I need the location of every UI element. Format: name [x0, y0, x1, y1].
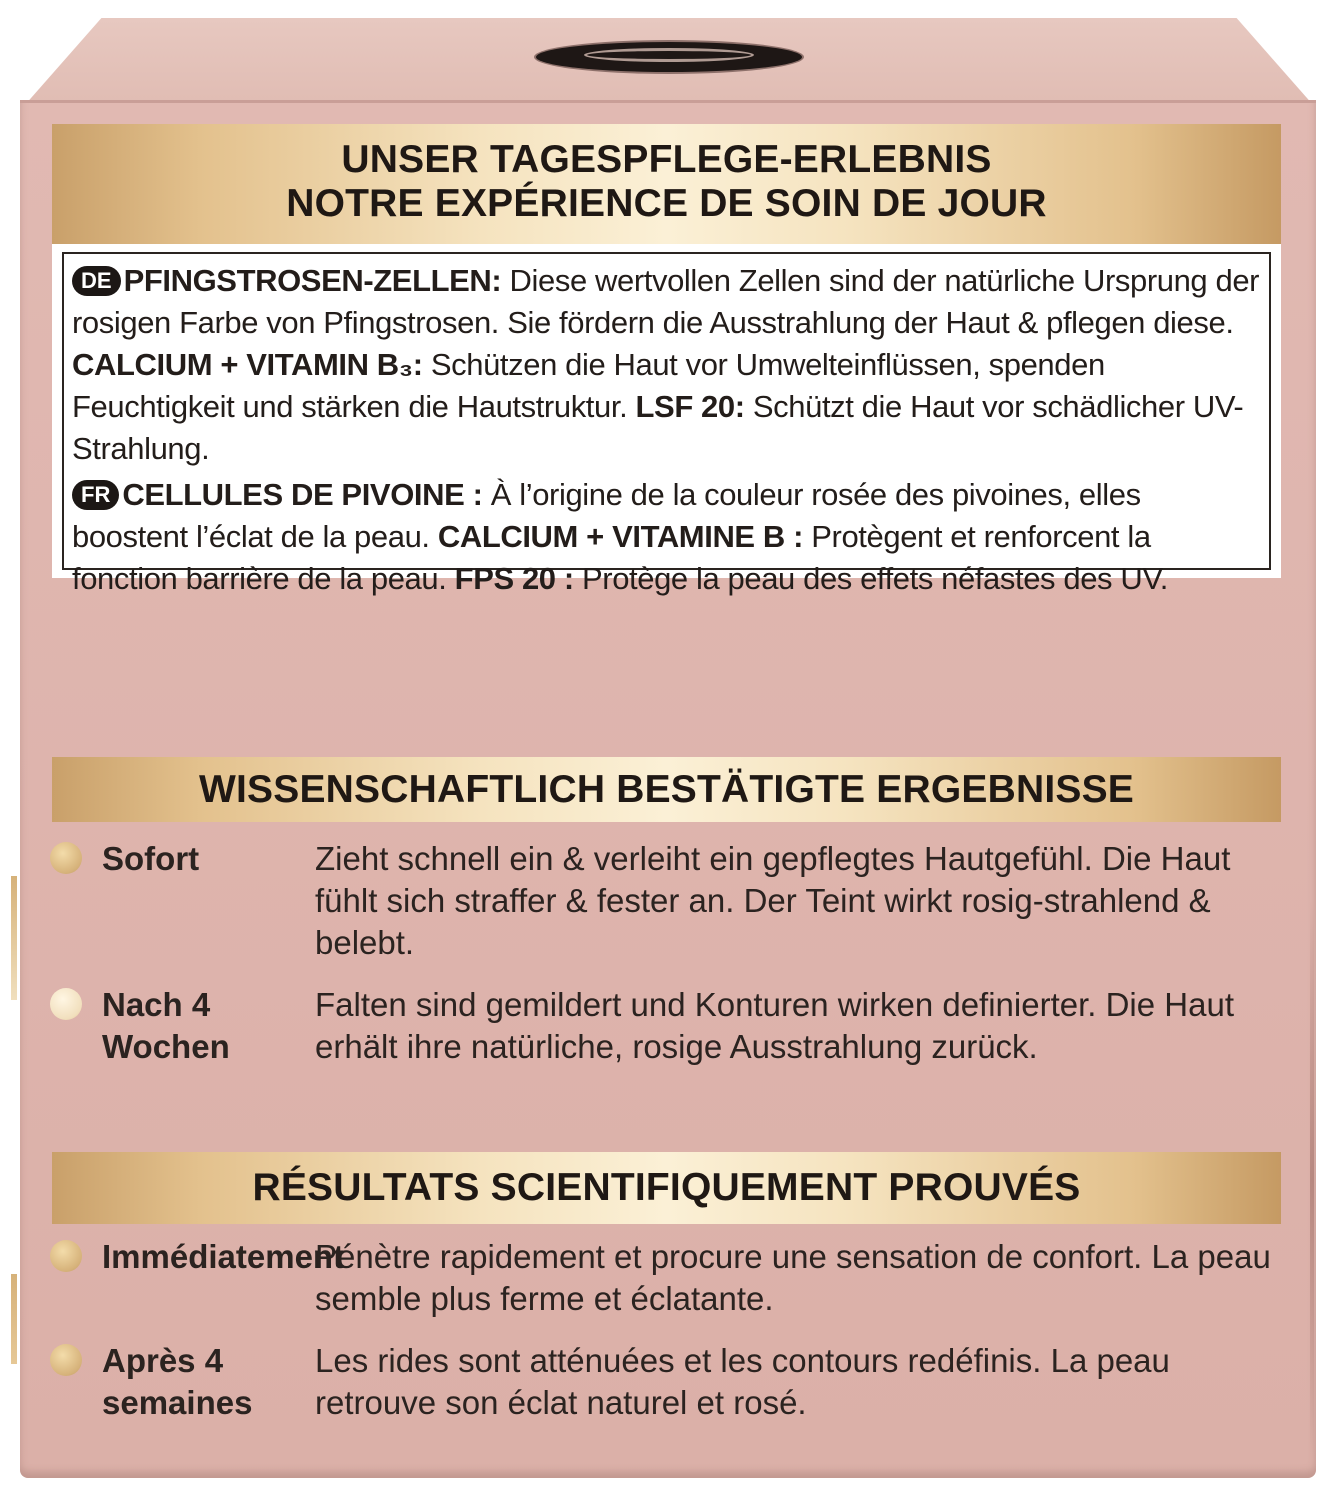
timeline-label: Nach 4 Wochen: [102, 986, 230, 1065]
header-title-de: UNSER TAGESPFLEGE-ERLEBNIS: [341, 138, 992, 181]
results-fr-timeline: [52, 1236, 1292, 1424]
timeline-label: Sofort: [102, 840, 200, 877]
timeline-text: Zieht schnell ein & verleiht ein gepflegtes Hautgefühl. Die Haut fühlt sich straffer & fester an. Der Teint wirkt rosig-strahlend & belebt.: [315, 840, 1231, 961]
ingredient-text: À l’origine de la couleur rosée des pivoines, elles boostent l’éclat de la peau.: [72, 477, 1141, 554]
ingredient-title: FPS 20 :: [454, 561, 574, 596]
ingredient-text: Protège la peau des effets néfastes des UV.: [573, 561, 1168, 596]
timeline-line-de: [11, 876, 17, 1000]
timeline-row: [52, 1340, 1292, 1424]
ingredients-fr: [72, 474, 1261, 600]
results-de-timeline: [52, 838, 1292, 1068]
timeline-dot-icon: [50, 842, 82, 874]
ingredient-title: PFINGSTROSEN-ZELLEN:: [123, 263, 502, 298]
timeline-dot-icon: [50, 1240, 82, 1272]
timeline-row: [52, 838, 1292, 964]
ingredient-title: CALCIUM + VITAMINE B :: [437, 519, 804, 554]
ingredient-text: Protègent et renforcent la fonction barrière de la peau.: [72, 519, 1151, 596]
jar-cap-logo: [536, 42, 802, 72]
timeline-row: [52, 1236, 1292, 1320]
ingredient-text: Schützen die Haut vor Umwelteinflüssen, spenden Feuchtigkeit und stärken die Hautstruktur.: [72, 347, 1105, 424]
timeline-dot-icon: [50, 1344, 82, 1376]
timeline-dot-icon: [50, 988, 82, 1020]
timeline-label: Après 4 semaines: [102, 1342, 253, 1421]
ingredients-frame: [62, 252, 1271, 596]
results-de-banner: [52, 757, 1281, 822]
timeline-text: Falten sind gemildert und Konturen wirken definierter. Die Haut erhält ihre natürliche, rosige Ausstrahlung zurück.: [315, 986, 1234, 1065]
header-title-fr: NOTRE EXPÉRIENCE DE SOIN DE JOUR: [286, 182, 1047, 225]
ingredient-title: CALCIUM + VITAMIN B₃:: [72, 347, 423, 382]
timeline-text: Les rides sont atténuées et les contours redéfinis. La peau retrouve son éclat naturel et rosé.: [315, 1342, 1170, 1421]
ingredient-title: CELLULES DE PIVOINE :: [122, 477, 483, 512]
cap-logo-ring: [584, 48, 754, 62]
timeline-text: Pénètre rapidement et procure une sensation de confort. La peau semble plus ferme et éclatante.: [315, 1238, 1271, 1317]
ingredients-panel: [52, 244, 1281, 596]
results-fr-title: RÉSULTATS SCIENTIFIQUEMENT PROUVÉS: [252, 1166, 1081, 1209]
language-badge-de: DE: [72, 266, 121, 296]
ingredient-title: LSF 20:: [635, 389, 745, 424]
results-de-title: WISSENSCHAFTLICH BESTÄTIGTE ERGEBNISSE: [199, 768, 1134, 811]
ingredient-text: Diese wertvollen Zellen sind der natürliche Ursprung der rosigen Farbe von Pfingstrosen. Sie fördern die Ausstrahlung der Haut & pflegen diese.: [72, 263, 1260, 340]
ingredients-de: [72, 260, 1261, 470]
box-edge-shadow: [1310, 900, 1314, 1460]
timeline-line-fr: [11, 1274, 17, 1364]
results-fr-banner: [52, 1152, 1281, 1224]
language-badge-fr: FR: [72, 480, 119, 510]
ingredient-text: Schützt die Haut vor schädlicher UV-Strahlung.: [72, 389, 1244, 466]
timeline-row: [52, 984, 1292, 1068]
header-banner: [52, 124, 1281, 244]
timeline-label: Immédiatement: [102, 1238, 345, 1275]
